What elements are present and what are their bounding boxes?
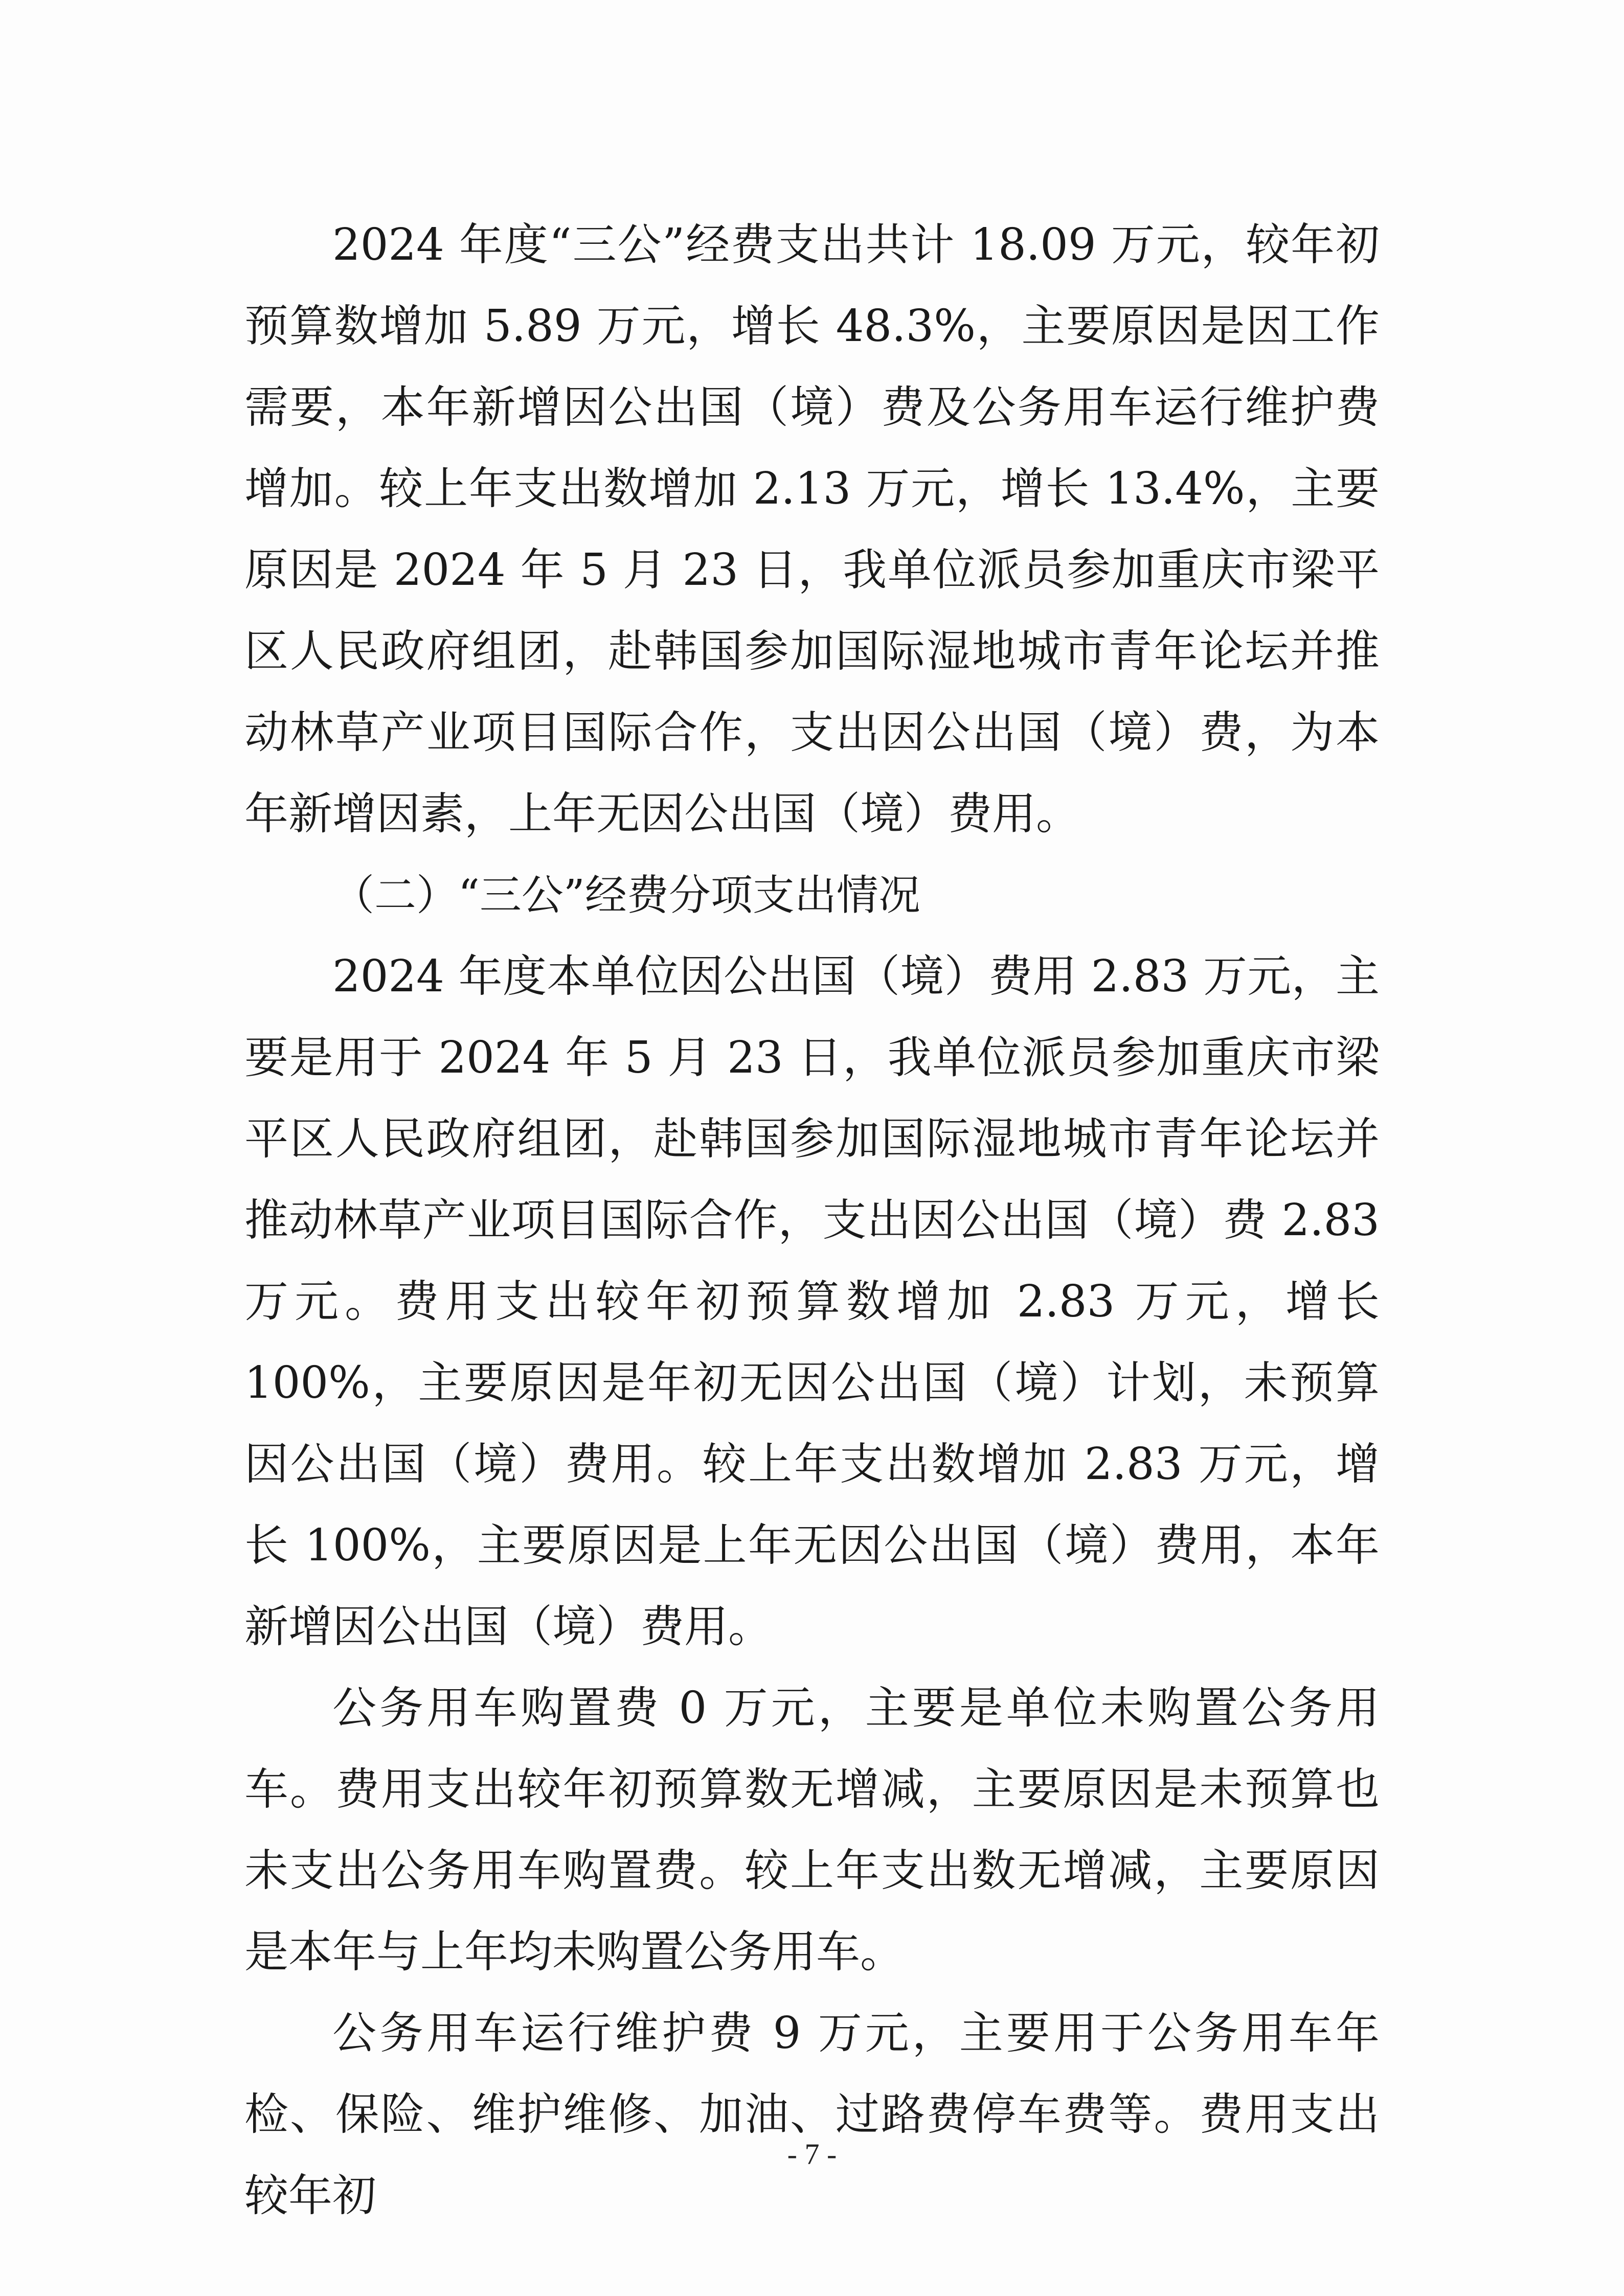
paragraph-vehicle-operation: 公务用车运行维护费 9 万元，主要用于公务用车年检、保险、维护维修、加油、过路费停车费等。费用支出较年初: [244, 2008, 1380, 2221]
document-body: [244, 204, 1380, 2237]
paragraph-vehicle-purchase: 公务用车购置费 0 万元，主要是单位未购置公务用车。费用支出较年初预算数无增减，主要原因是未预算也未支出公务用车购置费。较上年支出数无增减，主要原因是本年与上年均未购置公务用车。: [244, 1683, 1380, 1977]
page-number: - 7 -: [787, 2138, 837, 2171]
paragraph-overseas-travel: 2024 年度本单位因公出国（境）费用 2.83 万元，主要是用于 2024 年 5 月 23 日，我单位派员参加重庆市梁平区人民政府组团，赴韩国参加国际湿地城市青年论坛并推动林草产业项目国际合作，支出因公出国（境）费 2.83 万元。费用支出较年初预算数增加 2.83 万元，增长 100%，主要原因是年初无因公出国（境）计划，未预算因公出国（境）费用。较上年支出数增加 2.83 万元，增长 100%，主要原因是上年无因公出国（境）费用，本年新增因公出国（境）费用。: [244, 951, 1380, 1652]
section-heading: （二）“三公”经费分项支出情况: [332, 871, 920, 920]
paragraph-summary: 2024 年度“三公”经费支出共计 18.09 万元，较年初预算数增加 5.89 万元，增长 48.3%，主要原因是因工作需要，本年新增因公出国（境）费及公务用车运行维护费增加。较上年支出数增加 2.13 万元，增长 13.4%，主要原因是 2024 年 5 月 23 日，我单位派员参加重庆市梁平区人民政府组团，赴韩国参加国际湿地城市青年论坛并推动林草产业项目国际合作，支出因公出国（境）费，为本年新增因素，上年无因公出国（境）费用。: [244, 219, 1380, 839]
